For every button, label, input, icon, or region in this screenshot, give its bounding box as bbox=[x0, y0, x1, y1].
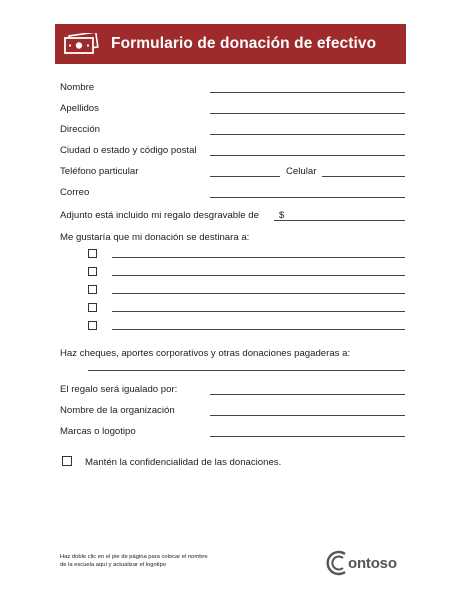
label-marcas: Marcas o logotipo bbox=[60, 426, 136, 437]
igualado-field[interactable] bbox=[210, 394, 405, 395]
label-adjunto: Adjunto está incluido mi regalo desgravable de bbox=[60, 210, 259, 221]
form-title: Formulario de donación de efectivo bbox=[111, 35, 377, 52]
destino-checkbox-3[interactable] bbox=[88, 285, 97, 294]
marcas-field[interactable] bbox=[210, 436, 405, 437]
destino-checkbox-5[interactable] bbox=[88, 321, 97, 330]
pagadero-field[interactable] bbox=[88, 370, 405, 371]
label-cheques: Haz cheques, aportes corporativos y otras donaciones pagaderas a: bbox=[60, 348, 351, 359]
label-direccion: Dirección bbox=[60, 124, 100, 135]
confidencial-checkbox[interactable] bbox=[62, 456, 72, 466]
direccion-field[interactable] bbox=[210, 134, 405, 135]
banknote-icon bbox=[63, 33, 99, 55]
correo-field[interactable] bbox=[210, 197, 405, 198]
footer-note-line-2: de la escuela aquí y actualizar el logotipo bbox=[60, 562, 167, 568]
destino-field-2[interactable] bbox=[112, 275, 405, 276]
footer-note bbox=[60, 553, 260, 569]
footer-note-line-1: Haz doble clic en el pie de página para colocar el nombre bbox=[60, 554, 208, 560]
label-telefono: Teléfono particular bbox=[60, 166, 139, 177]
destino-field-4[interactable] bbox=[112, 311, 405, 312]
label-nombre: Nombre bbox=[60, 82, 95, 93]
contoso-logo bbox=[325, 549, 405, 577]
organizacion-field[interactable] bbox=[210, 415, 405, 416]
destino-checkbox-4[interactable] bbox=[88, 303, 97, 312]
label-igualado: El regalo será igualado por: bbox=[60, 384, 178, 395]
nombre-field[interactable] bbox=[210, 92, 405, 93]
currency-symbol: $ bbox=[279, 210, 285, 221]
apellidos-field[interactable] bbox=[210, 113, 405, 114]
destino-checkbox-2[interactable] bbox=[88, 267, 97, 276]
ciudad-field[interactable] bbox=[210, 155, 405, 156]
telefono-field[interactable] bbox=[210, 176, 280, 177]
label-organizacion: Nombre de la organización bbox=[60, 405, 175, 416]
amount-field[interactable] bbox=[274, 220, 405, 221]
label-celular: Celular bbox=[286, 166, 317, 177]
label-correo: Correo bbox=[60, 187, 90, 198]
label-destino: Me gustaría que mi donación se destinara a: bbox=[60, 232, 250, 243]
celular-field[interactable] bbox=[322, 176, 405, 177]
destino-field-3[interactable] bbox=[112, 293, 405, 294]
label-ciudad: Ciudad o estado y código postal bbox=[60, 145, 197, 156]
destino-field-1[interactable] bbox=[112, 257, 405, 258]
logo-text: ontoso bbox=[348, 554, 397, 572]
label-apellidos: Apellidos bbox=[60, 103, 99, 114]
destino-field-5[interactable] bbox=[112, 329, 405, 330]
form-header bbox=[55, 24, 406, 64]
label-confidencial: Mantén la confidencialidad de las donaciones. bbox=[85, 457, 282, 468]
destino-checkbox-1[interactable] bbox=[88, 249, 97, 258]
